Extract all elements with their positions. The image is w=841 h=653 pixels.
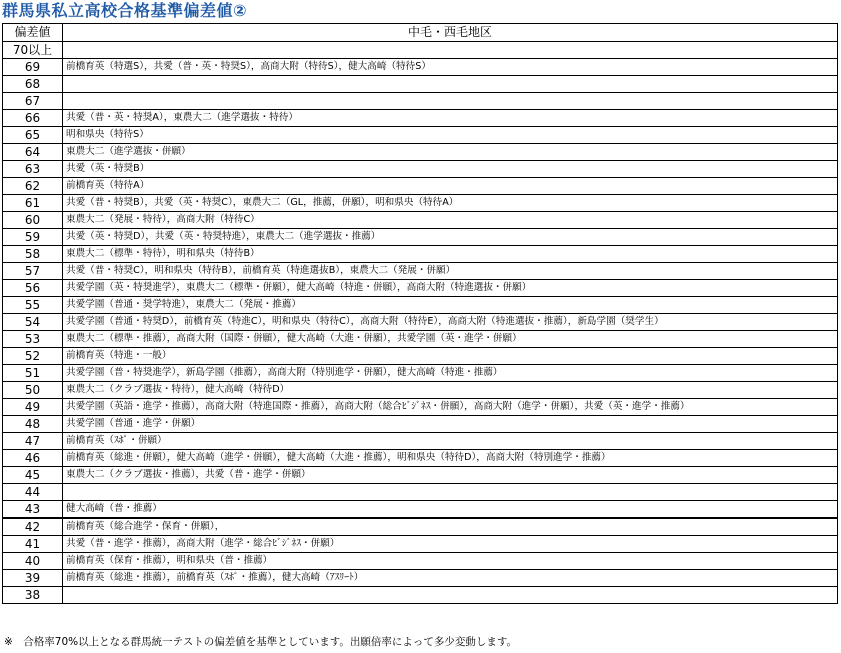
schools-cell: 共愛（英・特奨D），共愛（英・特奨特進），東農大二（進学選抜・推薦） bbox=[63, 229, 838, 246]
deviation-value-cell: 40 bbox=[3, 553, 63, 570]
deviation-value-cell: 44 bbox=[3, 484, 63, 501]
schools-cell: 東農大二（進学選抜・併願） bbox=[63, 144, 838, 161]
deviation-value-cell: 67 bbox=[3, 93, 63, 110]
schools-cell: 前橋育英（総合進学・保育・併願）， bbox=[63, 518, 838, 536]
schools-cell: 共愛（普・英・特奨A），東農大二（進学選抜・特待） bbox=[63, 110, 838, 127]
schools-cell: 共愛（普・特奨C），明和県央（特待B），前橋育英（特進選抜B），東農大二（発展・併願） bbox=[63, 263, 838, 280]
schools-cell: 共愛学園（普通・奨学特進），東農大二（発展・推薦） bbox=[63, 297, 838, 314]
column-header-deviation: 偏差値 bbox=[3, 24, 63, 42]
deviation-value-cell: 65 bbox=[3, 127, 63, 144]
table-row bbox=[3, 178, 838, 195]
deviation-value-cell: 47 bbox=[3, 433, 63, 450]
schools-cell: 共愛学園（英語・進学・推薦），高商大附（特進国際・推薦），高商大附（総合ﾋﾞｼﾞﾈｽ・併願），高商大附（進学・併願），共愛（英・進学・推薦） bbox=[63, 399, 838, 416]
table-row bbox=[3, 195, 838, 212]
schools-cell: 前橋育英（総進・推薦），前橋育英（ｽﾎﾟ・推薦），健大高崎（ｱｽﾘｰﾄ） bbox=[63, 570, 838, 587]
schools-cell: 共愛学園（普通・進学・併願） bbox=[63, 416, 838, 433]
deviation-value-cell: 59 bbox=[3, 229, 63, 246]
deviation-value-cell: 51 bbox=[3, 365, 63, 382]
deviation-value-cell: 69 bbox=[3, 59, 63, 76]
schools-cell: 前橋育英（特進・一般） bbox=[63, 348, 838, 365]
table-row bbox=[3, 484, 838, 501]
deviation-value-cell: 48 bbox=[3, 416, 63, 433]
deviation-value-cell: 70以上 bbox=[3, 42, 63, 59]
table-row bbox=[3, 314, 838, 331]
schools-cell: 前橋育英（総進・併願），健大高崎（進学・併願），健大高崎（大進・推薦），明和県央（特待D），高商大附（特別進学・推薦） bbox=[63, 450, 838, 467]
deviation-value-cell: 39 bbox=[3, 570, 63, 587]
schools-cell: 共愛学園（英・特奨進学），東農大二（標準・併願），健大高崎（特進・併願），高商大附（特進選抜・併願） bbox=[63, 280, 838, 297]
table-row bbox=[3, 382, 838, 399]
table-row bbox=[3, 229, 838, 246]
schools-cell: 東農大二（標準・特待），明和県央（特待B） bbox=[63, 246, 838, 263]
table-header-row bbox=[3, 24, 838, 42]
deviation-value-cell: 43 bbox=[3, 501, 63, 519]
schools-cell bbox=[63, 587, 838, 604]
deviation-value-cell: 53 bbox=[3, 331, 63, 348]
table-row bbox=[3, 297, 838, 314]
table-row bbox=[3, 93, 838, 110]
table-row bbox=[3, 348, 838, 365]
deviation-value-cell: 45 bbox=[3, 467, 63, 484]
table-row bbox=[3, 433, 838, 450]
table-row bbox=[3, 144, 838, 161]
table-row bbox=[3, 399, 838, 416]
deviation-value-cell: 62 bbox=[3, 178, 63, 195]
schools-cell: 共愛（普・進学・推薦），高商大附（進学・総合ﾋﾞｼﾞﾈｽ・併願） bbox=[63, 536, 838, 553]
table-row bbox=[3, 365, 838, 382]
schools-cell bbox=[63, 76, 838, 93]
deviation-value-cell: 38 bbox=[3, 587, 63, 604]
deviation-table bbox=[2, 23, 838, 604]
deviation-value-cell: 68 bbox=[3, 76, 63, 93]
schools-cell: 共愛（英・特奨B） bbox=[63, 161, 838, 178]
schools-cell: 前橋育英（ｽﾎﾟ・併願） bbox=[63, 433, 838, 450]
schools-cell bbox=[63, 42, 838, 59]
deviation-value-cell: 54 bbox=[3, 314, 63, 331]
deviation-value-cell: 63 bbox=[3, 161, 63, 178]
table-row bbox=[3, 76, 838, 93]
deviation-value-cell: 46 bbox=[3, 450, 63, 467]
schools-cell: 前橋育英（保育・推薦），明和県央（普・推薦） bbox=[63, 553, 838, 570]
deviation-value-cell: 50 bbox=[3, 382, 63, 399]
table-row bbox=[3, 553, 838, 570]
schools-cell: 明和県央（特待S） bbox=[63, 127, 838, 144]
deviation-value-cell: 64 bbox=[3, 144, 63, 161]
deviation-value-cell: 56 bbox=[3, 280, 63, 297]
table-row bbox=[3, 280, 838, 297]
deviation-value-cell: 55 bbox=[3, 297, 63, 314]
table-row bbox=[3, 127, 838, 144]
table-row bbox=[3, 263, 838, 280]
deviation-value-cell: 58 bbox=[3, 246, 63, 263]
table-row bbox=[3, 161, 838, 178]
table-row bbox=[3, 587, 838, 604]
schools-cell: 共愛学園（普通・特奨D），前橋育英（特進C），明和県央（特待C），高商大附（特待E），高商大附（特進選抜・推薦），新島学園（奨学生） bbox=[63, 314, 838, 331]
schools-cell: 東農大二（クラブ選抜・特待），健大高崎（特待D） bbox=[63, 382, 838, 399]
deviation-value-cell: 60 bbox=[3, 212, 63, 229]
deviation-value-cell: 42 bbox=[3, 518, 63, 536]
table-row bbox=[3, 467, 838, 484]
deviation-value-cell: 57 bbox=[3, 263, 63, 280]
deviation-value-cell: 66 bbox=[3, 110, 63, 127]
table-row bbox=[3, 450, 838, 467]
schools-cell: 前橋育英（特待A） bbox=[63, 178, 838, 195]
deviation-value-cell: 41 bbox=[3, 536, 63, 553]
table-row bbox=[3, 536, 838, 553]
footnote: ※ 合格率70%以上となる群馬統一テストの偏差値を基準としています。出願倍率によって多少変動します。 bbox=[4, 636, 518, 648]
table-row bbox=[3, 212, 838, 229]
deviation-value-cell: 49 bbox=[3, 399, 63, 416]
table-row bbox=[3, 331, 838, 348]
table-row bbox=[3, 570, 838, 587]
table-row bbox=[3, 59, 838, 76]
schools-cell: 東農大二（標準・推薦），高商大附（国際・併願），健大高崎（大進・併願），共愛学園（英・進学・併願） bbox=[63, 331, 838, 348]
schools-cell: 東農大二（発展・特待），高商大附（特待C） bbox=[63, 212, 838, 229]
table-row bbox=[3, 501, 838, 519]
schools-cell: 前橋育英（特選S），共愛（普・英・特奨S），高商大附（特待S），健大高崎（特待S） bbox=[63, 59, 838, 76]
table-row bbox=[3, 416, 838, 433]
table-row bbox=[3, 246, 838, 263]
table-row bbox=[3, 110, 838, 127]
deviation-value-cell: 61 bbox=[3, 195, 63, 212]
schools-cell: 共愛学園（普・特奨進学），新島学園（推薦），高商大附（特別進学・併願），健大高崎（特進・推薦） bbox=[63, 365, 838, 382]
schools-cell: 東農大二（クラブ選抜・推薦），共愛（普・進学・併願） bbox=[63, 467, 838, 484]
schools-cell: 共愛（普・特奨B），共愛（英・特奨C），東農大二（GL，推薦，併願），明和県央（特待A） bbox=[63, 195, 838, 212]
table-row bbox=[3, 518, 838, 536]
deviation-value-cell: 52 bbox=[3, 348, 63, 365]
table-row bbox=[3, 42, 838, 59]
schools-cell: 健大高崎（普・推薦） bbox=[63, 501, 838, 519]
column-header-region: 中毛・西毛地区 bbox=[63, 24, 838, 42]
schools-cell bbox=[63, 484, 838, 501]
page-title: 群馬県私立高校合格基準偏差値② bbox=[2, 1, 248, 20]
schools-cell bbox=[63, 93, 838, 110]
